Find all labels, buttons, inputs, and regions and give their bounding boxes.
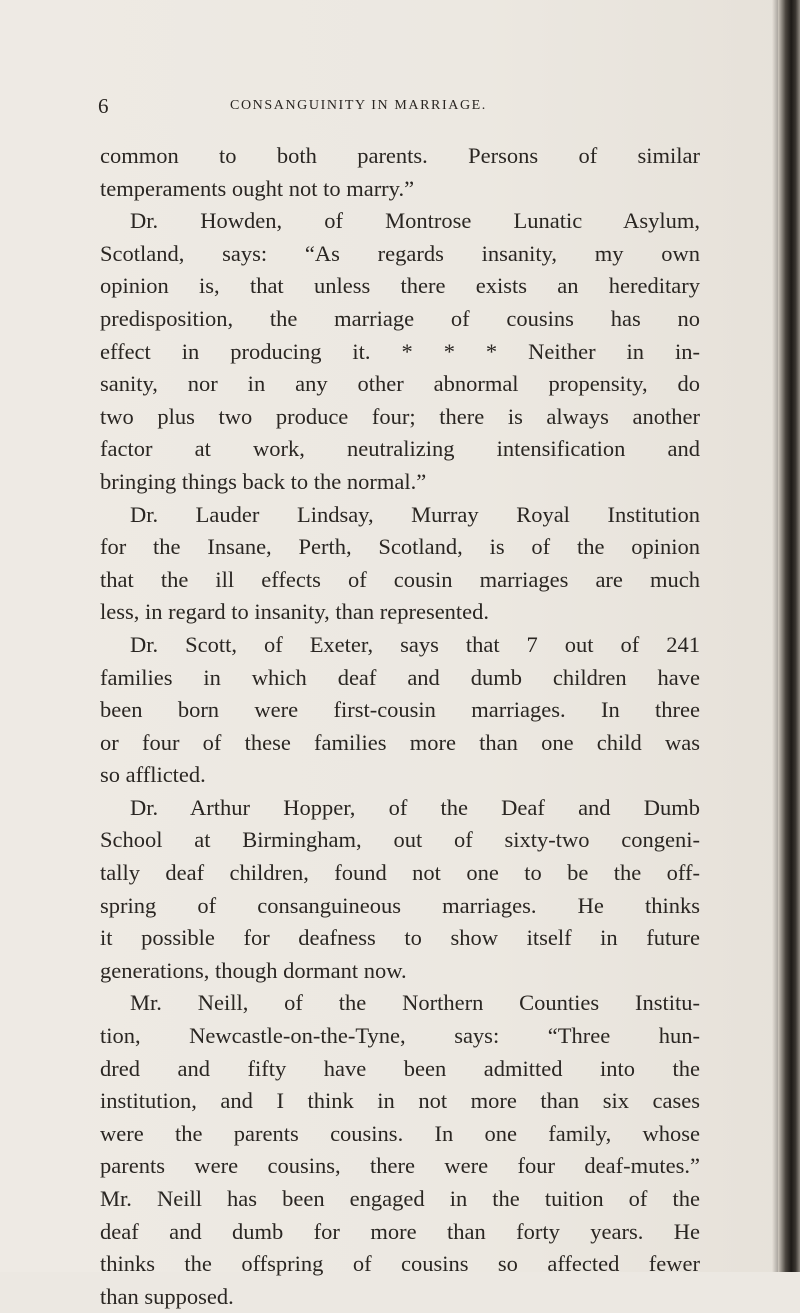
text-line: Dr. Scott, of Exeter, says that 7 out of 241	[130, 631, 700, 657]
text-line: two plus two produce four; there is always another	[100, 403, 700, 429]
text-line: families in which deaf and dumb children have	[100, 664, 700, 690]
text-line: thinks the offspring of cousins so affected fewer	[100, 1251, 700, 1277]
text-line: or four of these families more than one child was	[100, 729, 700, 755]
text-line: Dr. Lauder Lindsay, Murray Royal Institution	[130, 501, 700, 527]
book-binding-edge	[778, 0, 800, 1272]
text-line: Mr. Neill has been engaged in the tuition of the	[100, 1186, 700, 1211]
text-line: temperaments ought not to marry.”	[100, 175, 415, 201]
text-line: been born were first-cousin marriages. In three	[100, 697, 700, 723]
text-line: institution, and I think in not more than six cases	[100, 1088, 700, 1114]
text-line: generations, though dormant now.	[100, 957, 407, 983]
text-line: spring of consanguineous marriages. He thinks	[100, 892, 700, 918]
text-line: opinion is, that unless there exists an hereditary	[100, 273, 700, 299]
text-line: common to both parents. Persons of similar	[100, 143, 700, 168]
text-line: predisposition, the marriage of cousins has no	[100, 305, 700, 331]
text-line: Dr. Arthur Hopper, of the Deaf and Dumb	[130, 794, 700, 820]
text-line: less, in regard to insanity, than represented.	[100, 599, 490, 625]
text-line: sanity, nor in any other abnormal propensity, do	[100, 371, 700, 397]
text-line: factor at work, neutralizing intensification and	[100, 436, 700, 462]
running-head	[98, 94, 678, 118]
text-line: tion, Newcastle-on-the-Tyne, says: “Three hun-	[100, 1023, 700, 1049]
text-line: that the ill effects of cousin marriages are much	[100, 566, 700, 592]
text-line: effect in producing it. * * * Neither in in-	[100, 338, 700, 364]
text-line: so afflicted.	[100, 762, 206, 788]
text-line: parents were cousins, there were four deaf-mutes.”	[100, 1153, 700, 1179]
text-line: for the Insane, Perth, Scotland, is of the opinion	[100, 534, 700, 560]
text-line: it possible for deafness to show itself in future	[100, 925, 700, 951]
text-line: dred and fifty have been admitted into the	[100, 1055, 700, 1081]
text-line: were the parents cousins. In one family, whose	[100, 1120, 700, 1146]
text-line: than supposed.	[100, 1283, 234, 1309]
page-number: 6	[98, 94, 109, 118]
running-title: CONSANGUINITY IN MARRIAGE.	[230, 98, 487, 113]
text-line: Dr. Howden, of Montrose Lunatic Asylum,	[130, 208, 700, 234]
text-line: Scotland, says: “As regards insanity, my own	[100, 240, 700, 266]
text-line: tally deaf children, found not one to be the off-	[100, 860, 700, 886]
text-line: Mr. Neill, of the Northern Counties Institu-	[130, 990, 700, 1016]
text-line: deaf and dumb for more than forty years. He	[100, 1218, 700, 1244]
text-line: School at Birmingham, out of sixty-two congeni-	[100, 827, 700, 853]
body-text	[100, 140, 700, 1313]
text-line: bringing things back to the normal.”	[100, 468, 427, 494]
